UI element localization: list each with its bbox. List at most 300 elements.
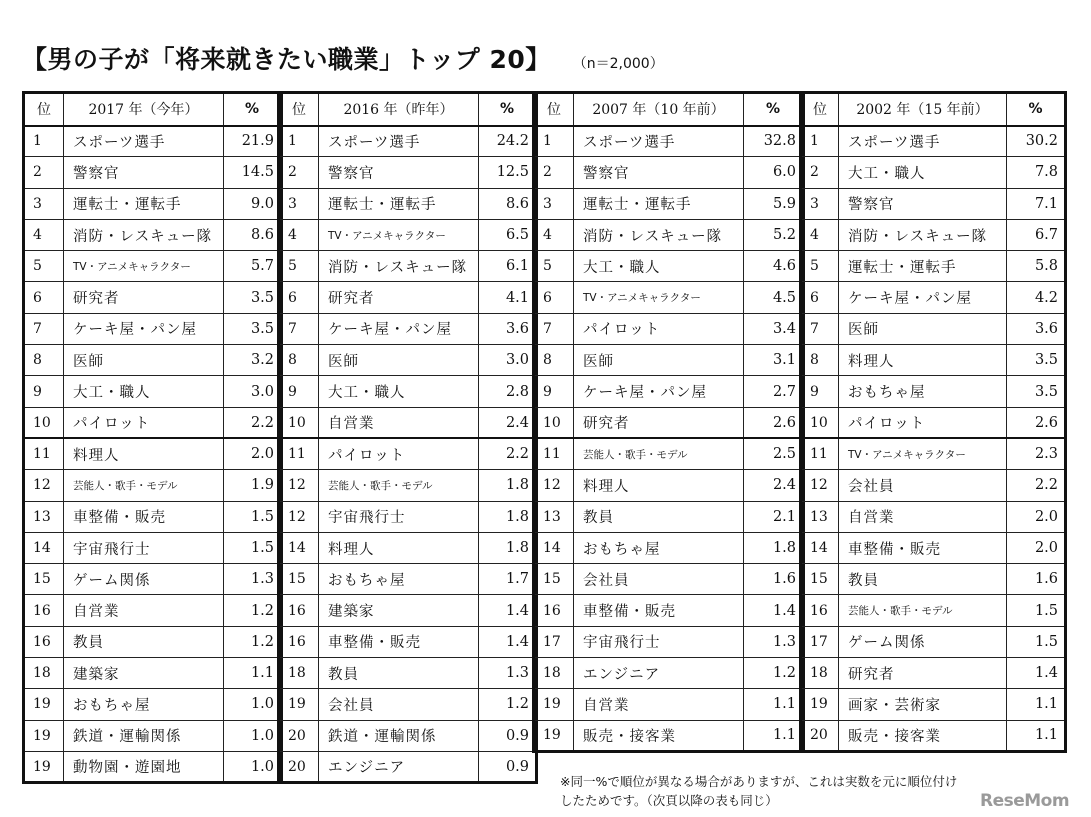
percent-cell: 6.5	[479, 219, 537, 250]
percent-header: %	[744, 93, 804, 126]
job-cell: ケーキ屋・パン屋	[574, 376, 744, 407]
percent-header: %	[224, 93, 282, 126]
job-cell: 販売・接客業	[574, 720, 744, 751]
rank-cell: 12	[24, 470, 64, 501]
table-row	[534, 658, 804, 689]
percent-cell: 5.9	[744, 188, 804, 219]
rank-cell: 13	[801, 501, 839, 532]
percent-cell: 2.0	[1007, 532, 1066, 563]
percent-cell: 1.1	[1007, 720, 1066, 751]
rank-cell: 12	[534, 470, 574, 501]
job-cell: 鉄道・運輸関係	[64, 720, 224, 751]
percent-cell: 21.9	[224, 126, 282, 157]
job-cell: 警察官	[64, 157, 224, 188]
table-row	[279, 626, 537, 657]
percent-cell: 1.7	[479, 564, 537, 595]
percent-cell: 1.5	[1007, 626, 1066, 657]
rank-header: 位	[534, 93, 574, 126]
percent-cell: 2.2	[1007, 470, 1066, 501]
rank-cell: 13	[534, 501, 574, 532]
job-cell: 消防・レスキュー隊	[574, 219, 744, 250]
table-row	[24, 470, 282, 501]
job-cell: TV・アニメキャラクター	[839, 438, 1007, 469]
percent-cell: 1.1	[744, 720, 804, 751]
rank-cell: 2	[279, 157, 319, 188]
job-cell: スポーツ選手	[574, 126, 744, 157]
rank-cell: 19	[24, 751, 64, 782]
table-row	[801, 626, 1066, 657]
rank-cell: 19	[24, 720, 64, 751]
job-cell: 運転士・運転手	[319, 188, 479, 219]
rank-cell: 11	[801, 438, 839, 469]
percent-cell: 2.0	[224, 438, 282, 469]
percent-cell: 2.8	[479, 376, 537, 407]
table-row	[24, 626, 282, 657]
rank-header: 位	[279, 93, 319, 126]
rank-header: 位	[24, 93, 64, 126]
rank-cell: 16	[279, 595, 319, 626]
job-cell: 自営業	[574, 689, 744, 720]
table-row	[24, 532, 282, 563]
job-cell: 大工・職人	[64, 376, 224, 407]
rank-cell: 3	[534, 188, 574, 219]
percent-cell: 9.0	[224, 188, 282, 219]
job-cell: スポーツ選手	[64, 126, 224, 157]
table-row	[279, 595, 537, 626]
sample-size: （n＝2,000）	[572, 56, 664, 72]
table-row	[24, 219, 282, 250]
table-row	[801, 282, 1066, 313]
table-row	[534, 438, 804, 469]
percent-header: %	[479, 93, 537, 126]
table-row	[24, 251, 282, 282]
table-row	[801, 595, 1066, 626]
header-row	[534, 93, 804, 126]
table-row	[279, 720, 537, 751]
table-row	[534, 501, 804, 532]
percent-cell: 5.2	[744, 219, 804, 250]
rank-cell: 14	[534, 532, 574, 563]
table-2017	[22, 91, 283, 784]
table-row	[801, 720, 1066, 751]
table-row	[534, 282, 804, 313]
rank-cell: 5	[24, 251, 64, 282]
table-row	[801, 376, 1066, 407]
rank-cell: 6	[801, 282, 839, 313]
job-cell: 車整備・販売	[64, 501, 224, 532]
job-cell: 消防・レスキュー隊	[64, 219, 224, 250]
percent-cell: 32.8	[744, 126, 804, 157]
table-2016	[277, 91, 538, 784]
table-row	[801, 658, 1066, 689]
percent-cell: 1.2	[224, 595, 282, 626]
job-cell: 消防・レスキュー隊	[839, 219, 1007, 250]
job-cell: おもちゃ屋	[574, 532, 744, 563]
table-row	[534, 251, 804, 282]
rank-cell: 9	[279, 376, 319, 407]
rank-cell: 3	[801, 188, 839, 219]
table-row	[279, 126, 537, 157]
job-cell: 車整備・販売	[574, 595, 744, 626]
table-row	[534, 470, 804, 501]
rank-cell: 7	[24, 313, 64, 344]
table-row	[534, 219, 804, 250]
percent-cell: 1.8	[744, 532, 804, 563]
percent-cell: 2.5	[744, 438, 804, 469]
percent-cell: 3.2	[224, 345, 282, 376]
percent-cell: 5.8	[1007, 251, 1066, 282]
percent-cell: 3.4	[744, 313, 804, 344]
rank-cell: 4	[279, 219, 319, 250]
percent-cell: 1.3	[479, 658, 537, 689]
table-row	[279, 188, 537, 219]
rank-cell: 9	[24, 376, 64, 407]
table-row	[24, 438, 282, 469]
job-cell: 芸能人・歌手・モデル	[319, 470, 479, 501]
table-row	[801, 470, 1066, 501]
percent-cell: 1.2	[224, 626, 282, 657]
rank-cell: 8	[534, 345, 574, 376]
footnote-line-1: ※同一%で順位が異なる場合がありますが、これは実数を元に順位付け	[560, 774, 958, 789]
percent-cell: 1.4	[479, 626, 537, 657]
percent-cell: 24.2	[479, 126, 537, 157]
rank-cell: 14	[279, 532, 319, 563]
table-row	[24, 157, 282, 188]
table-row	[534, 595, 804, 626]
table-row	[534, 188, 804, 219]
percent-cell: 1.8	[479, 470, 537, 501]
table-row	[24, 376, 282, 407]
rank-cell: 16	[279, 626, 319, 657]
rank-cell: 7	[801, 313, 839, 344]
rank-cell: 9	[534, 376, 574, 407]
header-row	[801, 93, 1066, 126]
percent-cell: 2.7	[744, 376, 804, 407]
table-row	[534, 689, 804, 720]
job-cell: 料理人	[574, 470, 744, 501]
percent-cell: 1.5	[1007, 595, 1066, 626]
rank-cell: 20	[279, 751, 319, 782]
job-cell: 宇宙飛行士	[319, 501, 479, 532]
job-cell: おもちゃ屋	[64, 689, 224, 720]
job-cell: パイロット	[319, 438, 479, 469]
job-cell: 宇宙飛行士	[574, 626, 744, 657]
table-row	[279, 251, 537, 282]
percent-cell: 1.8	[479, 532, 537, 563]
percent-cell: 2.1	[744, 501, 804, 532]
rank-cell: 5	[279, 251, 319, 282]
job-cell: 自営業	[64, 595, 224, 626]
job-cell: 大工・職人	[574, 251, 744, 282]
percent-cell: 1.3	[224, 564, 282, 595]
job-cell: スポーツ選手	[839, 126, 1007, 157]
percent-cell: 2.3	[1007, 438, 1066, 469]
percent-cell: 7.8	[1007, 157, 1066, 188]
percent-cell: 1.1	[744, 689, 804, 720]
table-row	[801, 313, 1066, 344]
rank-cell: 2	[801, 157, 839, 188]
percent-header: %	[1007, 93, 1066, 126]
job-cell: 運転士・運転手	[574, 188, 744, 219]
percent-cell: 3.5	[224, 313, 282, 344]
title-row	[22, 40, 664, 76]
table-row	[24, 751, 282, 782]
job-cell: おもちゃ屋	[319, 564, 479, 595]
table-row	[24, 658, 282, 689]
job-cell: ゲーム関係	[64, 564, 224, 595]
percent-cell: 4.6	[744, 251, 804, 282]
job-cell: 研究者	[839, 658, 1007, 689]
rank-cell: 14	[801, 532, 839, 563]
table-row	[801, 438, 1066, 469]
percent-cell: 3.6	[479, 313, 537, 344]
rank-cell: 10	[279, 407, 319, 438]
table-row	[534, 157, 804, 188]
job-cell: 研究者	[64, 282, 224, 313]
job-cell: 教員	[574, 501, 744, 532]
table-row	[801, 157, 1066, 188]
rank-cell: 10	[534, 407, 574, 438]
job-cell: 車整備・販売	[319, 626, 479, 657]
header-row	[24, 93, 282, 126]
table-2002	[799, 91, 1067, 753]
rank-cell: 11	[24, 438, 64, 469]
job-cell: 警察官	[319, 157, 479, 188]
job-cell: 医師	[574, 345, 744, 376]
rank-cell: 18	[801, 658, 839, 689]
rank-cell: 1	[801, 126, 839, 157]
job-cell: TV・アニメキャラクター	[319, 219, 479, 250]
job-cell: 建築家	[64, 658, 224, 689]
year-header: 2016 年（昨年）	[319, 93, 479, 126]
percent-cell: 2.6	[1007, 407, 1066, 438]
job-cell: 会社員	[574, 564, 744, 595]
rank-cell: 4	[24, 219, 64, 250]
rank-cell: 8	[279, 345, 319, 376]
rank-cell: 16	[24, 626, 64, 657]
table-row	[801, 251, 1066, 282]
table-row	[534, 376, 804, 407]
percent-cell: 1.4	[479, 595, 537, 626]
table-row	[534, 407, 804, 438]
resemom-logo: ReseMom	[980, 791, 1070, 811]
year-header: 2002 年（15 年前）	[839, 93, 1007, 126]
job-cell: 医師	[839, 313, 1007, 344]
table-row	[534, 345, 804, 376]
job-cell: 教員	[319, 658, 479, 689]
table-2007	[532, 91, 805, 753]
job-cell: 教員	[839, 564, 1007, 595]
table-row	[279, 470, 537, 501]
rank-cell: 13	[24, 501, 64, 532]
rank-cell: 19	[534, 720, 574, 751]
job-cell: 警察官	[574, 157, 744, 188]
percent-cell: 3.6	[1007, 313, 1066, 344]
percent-cell: 4.5	[744, 282, 804, 313]
percent-cell: 0.9	[479, 751, 537, 782]
rank-cell: 18	[24, 658, 64, 689]
percent-cell: 1.8	[479, 501, 537, 532]
percent-cell: 12.5	[479, 157, 537, 188]
job-cell: パイロット	[64, 407, 224, 438]
job-cell: 車整備・販売	[839, 532, 1007, 563]
year-header: 2007 年（10 年前）	[574, 93, 744, 126]
table-row	[279, 157, 537, 188]
table-row	[279, 219, 537, 250]
rank-cell: 18	[279, 658, 319, 689]
table-row	[801, 126, 1066, 157]
table-row	[801, 501, 1066, 532]
rank-cell: 5	[534, 251, 574, 282]
table-row	[24, 689, 282, 720]
table-row	[24, 595, 282, 626]
table-row	[24, 126, 282, 157]
percent-cell: 2.6	[744, 407, 804, 438]
percent-cell: 3.5	[224, 282, 282, 313]
percent-cell: 2.0	[1007, 501, 1066, 532]
rank-cell: 11	[534, 438, 574, 469]
rank-cell: 16	[24, 595, 64, 626]
job-cell: ケーキ屋・パン屋	[319, 313, 479, 344]
table-row	[24, 188, 282, 219]
job-cell: 料理人	[64, 438, 224, 469]
job-cell: 料理人	[839, 345, 1007, 376]
percent-cell: 3.0	[479, 345, 537, 376]
rank-cell: 15	[279, 564, 319, 595]
rank-cell: 6	[534, 282, 574, 313]
percent-cell: 8.6	[479, 188, 537, 219]
job-cell: 動物園・遊園地	[64, 751, 224, 782]
rank-cell: 12	[801, 470, 839, 501]
job-cell: 教員	[64, 626, 224, 657]
table-row	[801, 219, 1066, 250]
rank-cell: 18	[534, 658, 574, 689]
rank-cell: 7	[534, 313, 574, 344]
table-row	[534, 313, 804, 344]
percent-cell: 3.1	[744, 345, 804, 376]
job-cell: TV・アニメキャラクター	[64, 251, 224, 282]
percent-cell: 3.5	[1007, 376, 1066, 407]
table-row	[279, 438, 537, 469]
job-cell: 運転士・運転手	[64, 188, 224, 219]
rank-cell: 4	[801, 219, 839, 250]
rank-cell: 19	[279, 689, 319, 720]
rank-cell: 11	[279, 438, 319, 469]
rank-cell: 1	[279, 126, 319, 157]
percent-cell: 6.1	[479, 251, 537, 282]
table-row	[279, 751, 537, 782]
rank-cell: 6	[24, 282, 64, 313]
rank-cell: 14	[24, 532, 64, 563]
table-row	[279, 407, 537, 438]
job-cell: パイロット	[839, 407, 1007, 438]
percent-cell: 1.4	[1007, 658, 1066, 689]
job-cell: 大工・職人	[839, 157, 1007, 188]
table-row	[279, 689, 537, 720]
header-row	[279, 93, 537, 126]
rank-cell: 15	[534, 564, 574, 595]
percent-cell: 1.1	[224, 658, 282, 689]
rank-cell: 6	[279, 282, 319, 313]
percent-cell: 1.5	[224, 532, 282, 563]
table-row	[801, 407, 1066, 438]
percent-cell: 5.7	[224, 251, 282, 282]
job-cell: 宇宙飛行士	[64, 532, 224, 563]
rank-cell: 3	[24, 188, 64, 219]
job-cell: 研究者	[574, 407, 744, 438]
table-row	[534, 532, 804, 563]
rank-cell: 2	[534, 157, 574, 188]
percent-cell: 3.5	[1007, 345, 1066, 376]
table-row	[801, 532, 1066, 563]
table-row	[279, 282, 537, 313]
rank-cell: 8	[24, 345, 64, 376]
percent-cell: 1.2	[744, 658, 804, 689]
table-row	[534, 126, 804, 157]
job-cell: おもちゃ屋	[839, 376, 1007, 407]
table-row	[24, 313, 282, 344]
table-row	[534, 626, 804, 657]
percent-cell: 4.2	[1007, 282, 1066, 313]
rank-cell: 8	[801, 345, 839, 376]
rank-cell: 5	[801, 251, 839, 282]
rank-cell: 1	[534, 126, 574, 157]
page-title: 【男の子が「将来就きたい職業」トップ 20】	[22, 45, 551, 74]
table-row	[279, 313, 537, 344]
job-cell: 販売・接客業	[839, 720, 1007, 751]
percent-cell: 7.1	[1007, 188, 1066, 219]
table-row	[279, 501, 537, 532]
job-cell: 運転士・運転手	[839, 251, 1007, 282]
percent-cell: 1.0	[224, 720, 282, 751]
rank-cell: 15	[24, 564, 64, 595]
percent-cell: 1.6	[1007, 564, 1066, 595]
percent-cell: 1.5	[224, 501, 282, 532]
table-row	[534, 564, 804, 595]
table-row	[534, 720, 804, 751]
rank-cell: 4	[534, 219, 574, 250]
rank-cell: 12	[279, 501, 319, 532]
percent-cell: 2.2	[224, 407, 282, 438]
rank-cell: 7	[279, 313, 319, 344]
job-cell: 芸能人・歌手・モデル	[64, 470, 224, 501]
percent-cell: 1.2	[479, 689, 537, 720]
rank-cell: 19	[801, 689, 839, 720]
job-cell: 大工・職人	[319, 376, 479, 407]
table-row	[801, 564, 1066, 595]
job-cell: スポーツ選手	[319, 126, 479, 157]
table-row	[279, 376, 537, 407]
table-row	[279, 658, 537, 689]
percent-cell: 1.4	[744, 595, 804, 626]
job-cell: 鉄道・運輸関係	[319, 720, 479, 751]
table-row	[279, 532, 537, 563]
percent-cell: 6.0	[744, 157, 804, 188]
percent-cell: 1.6	[744, 564, 804, 595]
table-row	[801, 188, 1066, 219]
rank-cell: 10	[24, 407, 64, 438]
job-cell: 医師	[319, 345, 479, 376]
job-cell: ゲーム関係	[839, 626, 1007, 657]
job-cell: 警察官	[839, 188, 1007, 219]
job-cell: 会社員	[319, 689, 479, 720]
rank-cell: 2	[24, 157, 64, 188]
rank-cell: 9	[801, 376, 839, 407]
rank-cell: 17	[534, 626, 574, 657]
percent-cell: 0.9	[479, 720, 537, 751]
job-cell: 消防・レスキュー隊	[319, 251, 479, 282]
rank-cell: 20	[279, 720, 319, 751]
